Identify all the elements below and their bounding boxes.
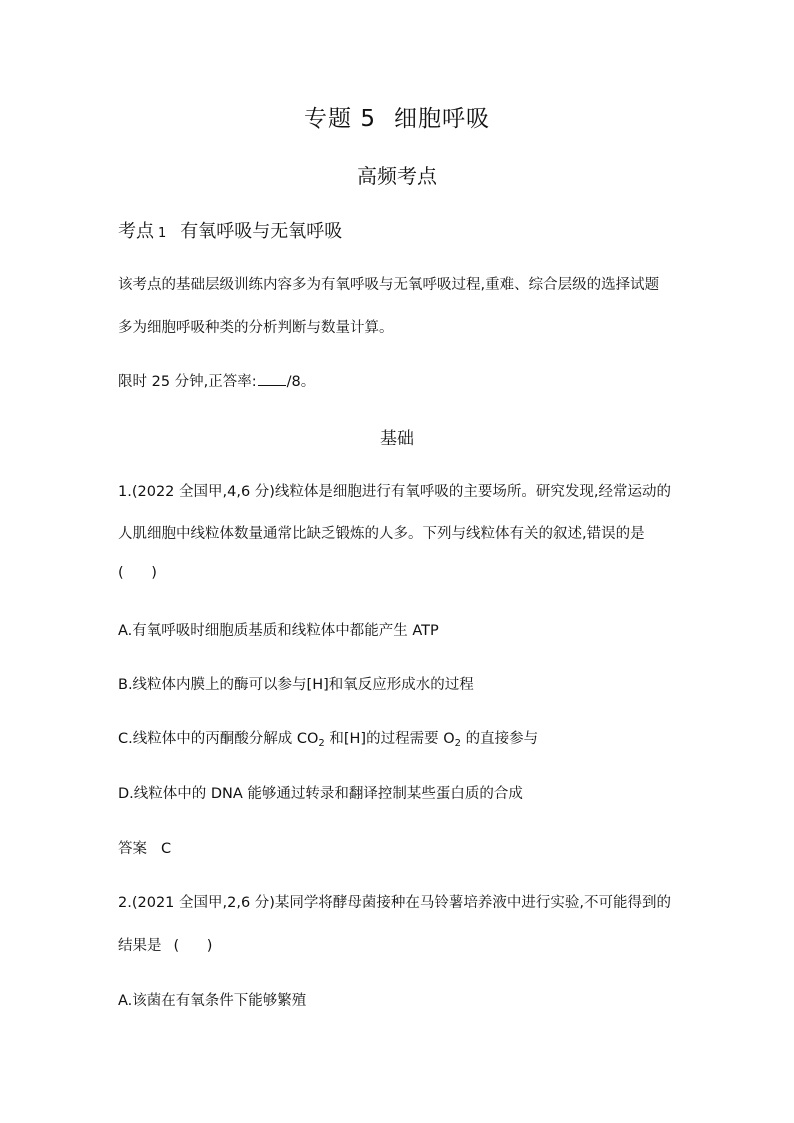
title-main: 细胞呼吸	[393, 106, 490, 132]
timer-line	[118, 370, 315, 391]
q2-stem-text: 结果是	[118, 938, 162, 954]
title-prefix: 专题 5	[304, 106, 376, 132]
q1-option-b: B.线粒体内膜上的酶可以参与[H]和氧反应形成水的过程	[118, 677, 474, 693]
page-subtitle: 高频考点	[357, 164, 437, 188]
q1-option-c-part-3: 的直接参与	[461, 731, 539, 747]
q2-option-a: A.该菌在有氧条件下能够繁殖	[118, 993, 307, 1009]
section-heading	[118, 217, 342, 243]
answer-value: C	[161, 841, 172, 857]
q1-answer	[118, 837, 171, 858]
q1-stem-line-1: 1.(2022 全国甲,4,6 分)线粒体是细胞进行有氧呼吸的主要场所。研究发现,经常运动的	[118, 484, 672, 500]
intro-line-1: 该考点的基础层级训练内容多为有氧呼吸与无氧呼吸过程,重难、综合层级的选择试题	[118, 277, 660, 293]
timer-prefix: 限时 25 分钟,正答率:	[118, 374, 257, 390]
q1-answer-paren: ( )	[118, 565, 157, 581]
q1-option-a: A.有氧呼吸时细胞质基质和线粒体中都能产生 ATP	[118, 623, 439, 639]
q2-answer-paren: ( )	[173, 938, 213, 954]
kaodian-title: 有氧呼吸与无氧呼吸	[180, 221, 343, 242]
answer-label: 答案	[118, 841, 147, 857]
q1-option-c	[118, 727, 538, 748]
q1-option-c-sub-1: 2	[318, 738, 325, 749]
q1-option-c-part-1: C.线粒体中的丙酮酸分解成 CO	[118, 731, 319, 747]
timer-suffix: /8。	[286, 374, 316, 390]
q1-stem-line-2: 人肌细胞中线粒体数量通常比缺乏锻炼的人多。下列与线粒体有关的叙述,错误的是	[118, 526, 645, 542]
page-title	[0, 100, 794, 133]
q1-option-c-sub-2: 2	[454, 738, 461, 749]
q2-stem-line-2	[118, 934, 212, 955]
level-heading: 基础	[380, 429, 414, 449]
intro-line-2: 多为细胞呼吸种类的分析判断与数量计算。	[118, 320, 394, 336]
q1-option-d: D.线粒体中的 DNA 能够通过转录和翻译控制某些蛋白质的合成	[118, 786, 523, 802]
kaodian-number: 1	[158, 226, 167, 241]
kaodian-label: 考点	[118, 221, 154, 242]
q2-stem-line-1: 2.(2021 全国甲,2,6 分)某同学将酵母菌接种在马铃薯培养液中进行实验,不可能得到的	[118, 895, 672, 911]
q1-option-c-part-2: 和[H]的过程需要 O	[324, 731, 455, 747]
score-blank	[258, 373, 286, 386]
